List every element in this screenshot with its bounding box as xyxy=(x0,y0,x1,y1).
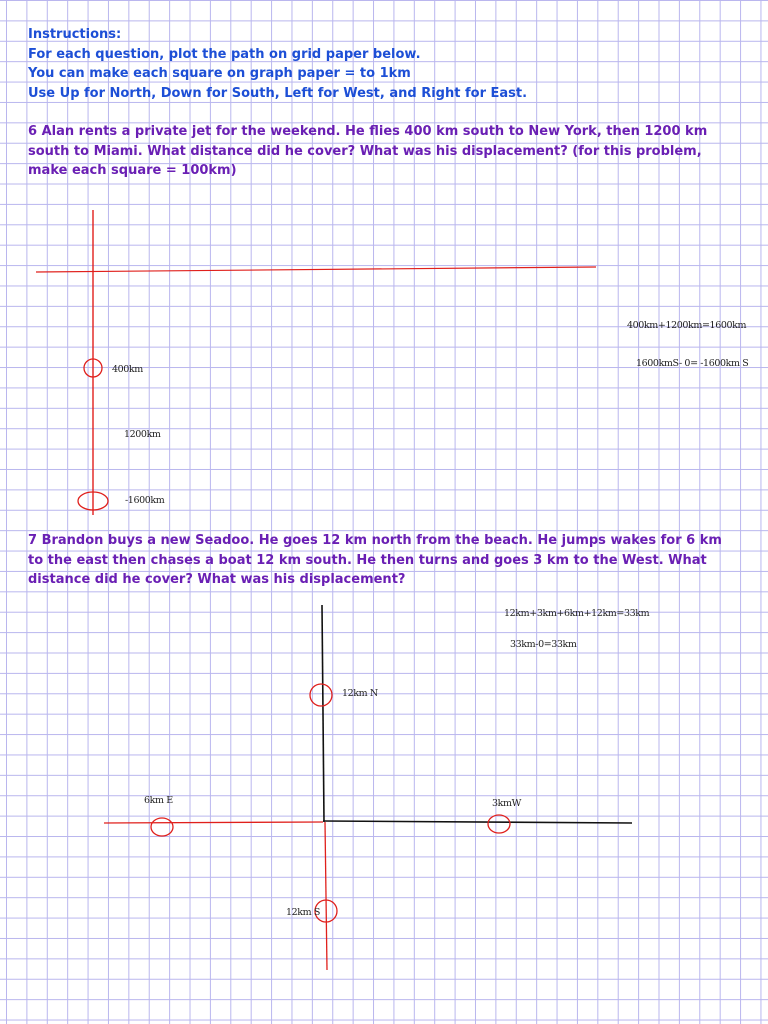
q7-label-west: 3kmW xyxy=(492,798,521,809)
instructions-line-scale: You can make each square on graph paper = to 1km xyxy=(28,66,411,81)
q6-label-400km: 400km xyxy=(112,364,143,375)
q7-displacement-work: 33km-0=33km xyxy=(510,639,577,650)
question-7-text: 7 Brandon buys a new Seadoo. He goes 12 km north from the beach. He jumps wakes for 6 km to the east then chases a boat 12 km south. He then turns and goes 3 km to the West. What distance did he cover? What was his displacement? xyxy=(28,533,722,587)
instructions-line-plot: For each question, plot the path on grid paper below. xyxy=(28,46,421,62)
q7-circle-east xyxy=(151,818,173,836)
instructions-heading: Instructions: xyxy=(28,27,122,42)
q6-distance-work: 400km+1200km=1600km xyxy=(627,320,747,331)
q7-label-north: 12km N xyxy=(342,688,378,699)
q6-label-end: -1600km xyxy=(125,495,165,506)
q7-label-east: 6km E xyxy=(144,795,173,806)
q6-label-1200km: 1200km xyxy=(124,429,161,440)
question-6-text: 6 Alan rents a private jet for the weekend. He flies 400 km south to New York, then 1200 km south to Miami. What distance did he cover? What was his displacement? (for this problem, make each square = 100km) xyxy=(28,124,708,178)
q7-west-axis xyxy=(104,822,323,823)
instructions-line-directions: Use Up for North, Down for South, Left for West, and Right for East. xyxy=(28,85,528,101)
q6-displacement-work: 1600kmS- 0= -1600km S xyxy=(636,358,749,369)
q7-circle-north xyxy=(310,684,332,706)
q7-distance-work: 12km+3km+6km+12km=33km xyxy=(504,608,650,619)
q7-east-axis xyxy=(323,821,632,823)
q7-south-axis xyxy=(325,822,327,970)
q7-circle-west xyxy=(488,815,510,833)
q7-north-axis xyxy=(322,605,324,822)
q7-label-south: 12km S xyxy=(286,907,320,918)
